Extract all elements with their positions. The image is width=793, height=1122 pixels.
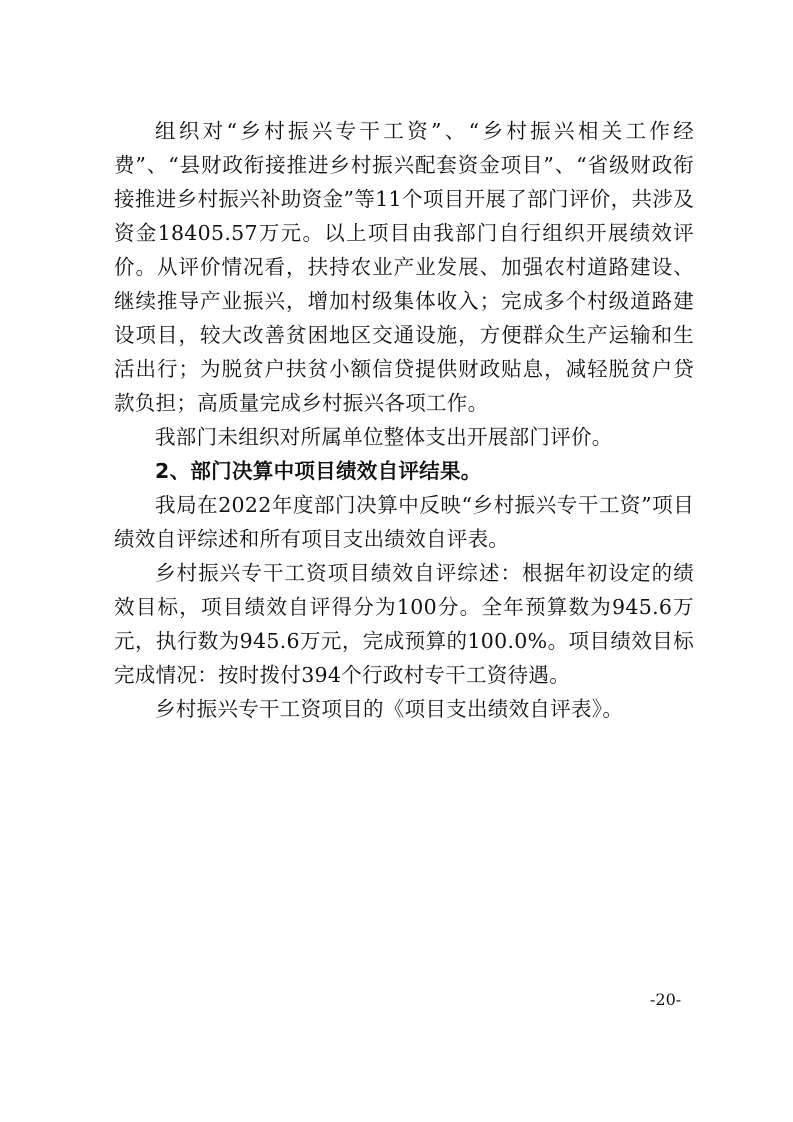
page-number: -20- (650, 990, 682, 1009)
paragraph-unit-evaluation: 我部门未组织对所属单位整体支出开展部门评价。 (155, 425, 613, 449)
body-text (114, 114, 694, 726)
paragraph-project-evaluation: 组织对“乡村振兴专干工资”、“乡村振兴相关工作经费”、“县财政衔接推进乡村振兴配套资金项目”、“省级财政衔接推进乡村振兴补助资金”等11个项目开展了部门评价，共涉及资金18405.57万元。以上项目由我部门自行组织开展绩效评价。从评价情况看，扶持农业产业发展、加强农村道路建设、继续推导产业振兴，增加村级集体收入；完成多个村级道路建设项目，较大改善贫困地区交通设施，方便群众生产运输和生活出行；为脱贫户扶贫小额信贷提供财政贴息，减轻脱贫户贷款负担；高质量完成乡村振兴各项工作。 (114, 119, 694, 415)
paragraph-final-accounts: 我局在2022年度部门决算中反映“乡村振兴专干工资”项目绩效自评综述和所有项目支出绩效自评表。 (114, 493, 694, 551)
paragraph-self-evaluation-summary: 乡村振兴专干工资项目绩效自评综述：根据年初设定的绩效目标，项目绩效自评得分为100分。全年预算数为945.6万元，执行数为945.6万元，完成预算的100.0%。项目绩效目标完成情况：按时拨付394个行政村专干工资待遇。 (114, 561, 694, 687)
paragraph-self-evaluation-table: 乡村振兴专干工资项目的《项目支出绩效自评表》。 (155, 697, 624, 721)
section-heading: 2、部门决算中项目绩效自评结果。 (155, 459, 482, 483)
